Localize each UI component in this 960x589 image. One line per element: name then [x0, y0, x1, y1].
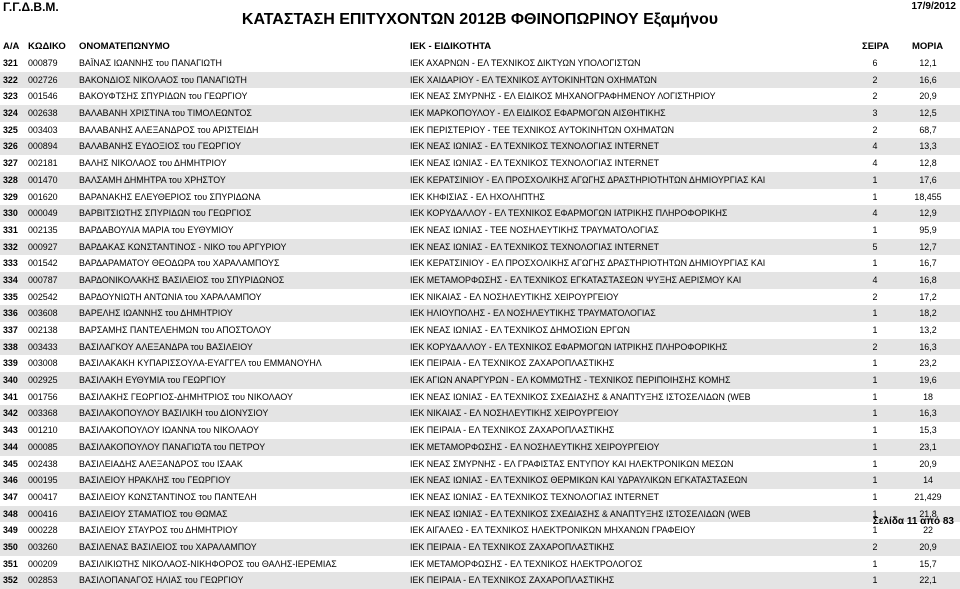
cell-seira: 2 — [872, 541, 878, 552]
cell-code: 003008 — [28, 358, 58, 369]
cell-aa: 337 — [3, 325, 18, 335]
report-date: 17/9/2012 — [911, 1, 956, 12]
cell-moria: 14 — [923, 475, 933, 486]
cell-iek: ΙΕΚ ΑΙΓΑΛΕΩ - ΕΛ ΤΕΧΝΙΚΟΣ ΗΛΕΚΤΡΟΝΙΚΩΝ ΜΗΧΑΝΩΝ ΓΡΑΦΕΙΟΥ — [410, 525, 696, 536]
page-title: ΚΑΤΑΣΤΑΣΗ ΕΠΙΤΥΧΟΝΤΩΝ 2012Β ΦΘΙΝΟΠΩΡΙΝΟΥ Εξαμήνου — [241, 11, 719, 28]
cell-code: 002853 — [28, 575, 58, 586]
cell-iek: ΙΕΚ ΠΕΙΡΑΙΑ - ΕΛ ΤΕΧΝΙΚΟΣ ΖΑΧΑΡΟΠΛΑΣΤΙΚΗΣ — [410, 358, 615, 369]
cell-iek: ΙΕΚ ΜΕΤΑΜΟΡΦΩΣΗΣ - ΕΛ ΝΟΣΗΛΕΥΤΙΚΗΣ ΧΕΙΡΟΥΡΓΕΙΟΥ — [410, 441, 660, 452]
cell-moria: 15,3 — [919, 425, 937, 436]
cell-iek: ΙΕΚ ΜΑΡΚΟΠΟΥΛΟΥ - ΕΛ ΕΙΔΙΚΟΣ ΕΦΑΡΜΟΓΩΝ ΑΙΣΘΗΤΙΚΗΣ — [410, 108, 666, 119]
cell-aa: 345 — [3, 458, 18, 469]
cell-moria: 18,455 — [914, 191, 942, 202]
cell-moria: 16,7 — [919, 258, 937, 269]
cell-name: ΒΑΡΣΑΜΗΣ ΠΑΝΤΕΛΕΗΜΩΝ του ΑΠΟΣΤΟΛΟΥ — [79, 325, 272, 335]
cell-moria: 17,6 — [919, 174, 937, 185]
cell-seira: 1 — [872, 491, 878, 502]
table-row — [0, 272, 960, 289]
cell-seira: 5 — [872, 241, 878, 252]
cell-moria: 16,3 — [919, 341, 937, 352]
cell-seira: 1 — [872, 425, 878, 436]
cell-name: ΒΑΛΑΒΑΝΗ ΧΡΙΣΤΙΝΑ του ΤΙΜΟΛΕΩΝΤΟΣ — [79, 108, 252, 119]
cell-seira: 1 — [872, 441, 878, 452]
table-row — [0, 355, 960, 372]
cell-iek: ΙΕΚ ΝΙΚΑΙΑΣ - ΕΛ ΝΟΣΗΛΕΥΤΙΚΗΣ ΧΕΙΡΟΥΡΓΕΙΟΥ — [410, 408, 619, 419]
cell-name: ΒΑΣΙΛΑΚΟΠΟΥΛΟΥ ΠΑΝΑΓΙΩΤΑ του ΠΕΤΡΟΥ — [79, 441, 266, 452]
cell-seira: 1 — [872, 575, 878, 586]
table-row — [0, 389, 960, 406]
cell-moria: 18 — [923, 391, 933, 402]
cell-seira: 1 — [872, 358, 878, 369]
table-row — [0, 105, 960, 122]
cell-code: 001756 — [28, 391, 58, 402]
cell-moria: 95,9 — [919, 224, 937, 235]
cell-iek: ΙΕΚ ΝΕΑΣ ΣΜΥΡΝΗΣ - ΕΛ ΕΙΔΙΚΟΣ ΜΗΧΑΝΟΓΡΑΦΗΜΕΝΟΥ ΛΟΓΙΣΤΗΡΙΟΥ — [410, 91, 716, 102]
column-header-name: ΟΝΟΜΑΤΕΠΩΝΥΜΟ — [79, 41, 170, 52]
cell-name: ΒΑΡΔΑΒΟΥΛΙΑ ΜΑΡΙΑ του ΕΥΘΥΜΙΟΥ — [79, 224, 234, 235]
cell-aa: 336 — [3, 308, 18, 319]
cell-moria: 20,9 — [919, 458, 937, 469]
cell-aa: 323 — [3, 91, 18, 102]
table-row — [0, 189, 960, 206]
cell-moria: 68,7 — [919, 124, 937, 135]
table-row — [0, 456, 960, 473]
cell-moria: 12,1 — [919, 58, 937, 68]
cell-code: 002135 — [28, 224, 58, 235]
cell-aa: 328 — [3, 174, 18, 185]
table-row — [0, 255, 960, 272]
cell-aa: 342 — [3, 408, 18, 419]
cell-seira: 2 — [872, 341, 878, 352]
cell-iek: ΙΕΚ ΝΙΚΑΙΑΣ - ΕΛ ΝΟΣΗΛΕΥΤΙΚΗΣ ΧΕΙΡΟΥΡΓΕΙΟΥ — [410, 291, 619, 302]
cell-aa: 340 — [3, 375, 18, 386]
cell-iek: ΙΕΚ ΝΕΑΣ ΙΩΝΙΑΣ - ΕΛ ΤΕΧΝΙΚΟΣ ΘΕΡΜΙΚΩΝ ΚΑΙ ΥΔΡΑΥΛΙΚΩΝ ΕΓΚΑΤΑΣΤΑΣΕΩΝ — [410, 475, 748, 486]
cell-aa: 332 — [3, 241, 18, 252]
cell-iek: ΙΕΚ ΑΧΑΡΝΩΝ - ΕΛ ΤΕΧΝΙΚΟΣ ΔΙΚΤΥΩΝ ΥΠΟΛΟΓΙΣΤΩΝ — [410, 58, 641, 68]
cell-code: 000228 — [28, 525, 58, 536]
cell-aa: 344 — [3, 441, 18, 452]
cell-name: ΒΑΡΑΝΑΚΗΣ ΕΛΕΥΘΕΡΙΟΣ του ΣΠΥΡΙΔΩΝΑ — [79, 191, 261, 202]
cell-seira: 2 — [872, 91, 878, 102]
column-header-moria: ΜΟΡΙΑ — [912, 41, 944, 52]
cell-name: ΒΑΛΑΒΑΝΗΣ ΑΛΕΞΑΝΔΡΟΣ του ΑΡΙΣΤΕΙΔΗ — [79, 124, 259, 135]
cell-iek: ΙΕΚ ΚΕΡΑΤΣΙΝΙΟΥ - ΕΛ ΠΡΟΣΧΟΛΙΚΗΣ ΑΓΩΓΗΣ ΔΡΑΣΤΗΡΙΟΤΗΤΩΝ ΔΗΜΙΟΥΡΓΙΑΣ ΚΑΙ — [410, 258, 766, 269]
cell-name: ΒΑΣΙΛΟΠΑΝΑΓΟΣ ΗΛΙΑΣ του ΓΕΩΡΓΙΟΥ — [79, 575, 244, 586]
table-row — [0, 372, 960, 389]
column-header-seira: ΣΕΙΡΑ — [862, 41, 890, 52]
cell-moria: 16,6 — [919, 74, 937, 85]
cell-code: 000049 — [28, 208, 58, 219]
column-header-code: ΚΩΔΙΚΟ — [28, 41, 66, 52]
cell-seira: 4 — [872, 208, 878, 219]
cell-code: 003368 — [28, 408, 58, 419]
cell-aa: 347 — [3, 491, 18, 502]
cell-aa: 333 — [3, 258, 18, 269]
results-table — [0, 55, 960, 589]
cell-name: ΒΑΣΙΛΑΚΟΠΟΥΛΟΥ ΒΑΣΙΛΙΚΗ του ΔΙΟΝΥΣΙΟΥ — [79, 408, 269, 419]
cell-aa: 348 — [3, 508, 18, 519]
table-row — [0, 322, 960, 339]
cell-name: ΒΑΣΙΛΑΚΟΠΟΥΛΟΥ ΙΩΑΝΝΑ του ΝΙΚΟΛΑΟΥ — [79, 425, 259, 436]
cell-aa: 343 — [3, 425, 18, 436]
cell-iek: ΙΕΚ ΝΕΑΣ ΙΩΝΙΑΣ - ΤΕΕ ΝΟΣΗΛΕΥΤΙΚΗΣ ΤΡΑΥΜΑΤΟΛΟΓΙΑΣ — [410, 224, 659, 235]
cell-moria: 12,5 — [919, 108, 937, 119]
cell-seira: 1 — [872, 191, 878, 202]
cell-code: 000085 — [28, 441, 58, 452]
column-header-iek: ΙΕΚ - ΕΙΔΙΚΟΤΗΤΑ — [410, 41, 492, 52]
cell-moria: 12,9 — [919, 208, 937, 219]
cell-name: ΒΑΪΝΑΣ ΙΩΑΝΝΗΣ του ΠΑΝΑΓΙΩΤΗ — [79, 58, 222, 68]
cell-aa: 341 — [3, 391, 18, 402]
table-header — [0, 41, 960, 55]
page-number: Σελίδα 11 από 83 — [872, 516, 954, 527]
cell-seira: 1 — [872, 375, 878, 386]
cell-iek: ΙΕΚ ΠΕΙΡΑΙΑ - ΕΛ ΤΕΧΝΙΚΟΣ ΖΑΧΑΡΟΠΛΑΣΤΙΚΗΣ — [410, 575, 615, 586]
cell-aa: 346 — [3, 475, 18, 486]
cell-name: ΒΑΚΟΥΦΤΣΗΣ ΣΠΥΡΙΔΩΝ του ΓΕΩΡΓΙΟΥ — [79, 91, 248, 102]
table-row — [0, 289, 960, 306]
table-row — [0, 422, 960, 439]
cell-moria: 19,6 — [919, 375, 937, 386]
cell-iek: ΙΕΚ ΝΕΑΣ ΙΩΝΙΑΣ - ΕΛ ΤΕΧΝΙΚΟΣ ΤΕΧΝΟΛΟΓΙΑΣ INTERNET — [410, 241, 660, 252]
cell-iek: ΙΕΚ ΠΕΙΡΑΙΑ - ΕΛ ΤΕΧΝΙΚΟΣ ΖΑΧΑΡΟΠΛΑΣΤΙΚΗΣ — [410, 425, 615, 436]
cell-moria: 12,8 — [919, 158, 937, 169]
cell-iek: ΙΕΚ ΠΕΡΙΣΤΕΡΙΟΥ - ΤΕΕ ΤΕΧΝΙΚΟΣ ΑΥΤΟΚΙΝΗΤΩΝ ΟΧΗΜΑΤΩΝ — [410, 124, 675, 135]
cell-code: 001546 — [28, 91, 58, 102]
cell-iek: ΙΕΚ ΝΕΑΣ ΙΩΝΙΑΣ - ΕΛ ΤΕΧΝΙΚΟΣ ΣΧΕΔΙΑΣΗΣ & ΑΝΑΠΤΥΞΗΣ ΙΣΤΟΣΕΛΙΔΩΝ (WEB — [410, 391, 751, 402]
cell-aa: 325 — [3, 124, 18, 135]
cell-aa: 330 — [3, 208, 18, 219]
table-row — [0, 405, 960, 422]
cell-seira: 1 — [872, 408, 878, 419]
table-row — [0, 522, 960, 539]
cell-name: ΒΑΛΗΣ ΝΙΚΟΛΑΟΣ του ΔΗΜΗΤΡΙΟΥ — [79, 158, 227, 169]
cell-seira: 1 — [872, 391, 878, 402]
cell-aa: 329 — [3, 191, 18, 202]
cell-name: ΒΑΚΟΝΔΙΟΣ ΝΙΚΟΛΑΟΣ του ΠΑΝΑΓΙΩΤΗ — [79, 74, 247, 85]
table-row — [0, 222, 960, 239]
cell-moria: 15,7 — [919, 558, 937, 569]
cell-code: 000416 — [28, 508, 58, 519]
cell-seira: 1 — [872, 458, 878, 469]
cell-moria: 13,2 — [919, 325, 937, 335]
cell-name: ΒΑΛΣΑΜΗ ΔΗΜΗΤΡΑ του ΧΡΗΣΤΟΥ — [79, 174, 226, 185]
cell-iek: ΙΕΚ ΗΛΙΟΥΠΟΛΗΣ - ΕΛ ΝΟΣΗΛΕΥΤΙΚΗΣ ΤΡΑΥΜΑΤΟΛΟΓΙΑΣ — [410, 308, 656, 319]
cell-iek: ΙΕΚ ΑΓΙΩΝ ΑΝΑΡΓΥΡΩΝ - ΕΛ ΚΟΜΜΩΤΗΣ - ΤΕΧΝΙΚΟΣ ΠΕΡΙΠΟΙΗΣΗΣ ΚΟΜΗΣ — [410, 375, 731, 386]
cell-code: 002925 — [28, 375, 58, 386]
cell-moria: 22,1 — [919, 575, 937, 586]
table-row — [0, 72, 960, 89]
table-row — [0, 55, 960, 72]
cell-aa: 339 — [3, 358, 18, 369]
cell-code: 002438 — [28, 458, 58, 469]
cell-code: 002726 — [28, 74, 58, 85]
cell-moria: 16,3 — [919, 408, 937, 419]
cell-aa: 331 — [3, 224, 18, 235]
cell-seira: 4 — [872, 141, 878, 152]
cell-iek: ΙΕΚ ΝΕΑΣ ΙΩΝΙΑΣ - ΕΛ ΤΕΧΝΙΚΟΣ ΣΧΕΔΙΑΣΗΣ & ΑΝΑΠΤΥΞΗΣ ΙΣΤΟΣΕΛΙΔΩΝ (WEB — [410, 508, 751, 519]
cell-code: 002181 — [28, 158, 58, 169]
cell-code: 000927 — [28, 241, 58, 252]
cell-moria: 16,8 — [919, 274, 937, 285]
cell-moria: 23,2 — [919, 358, 937, 369]
cell-code: 000879 — [28, 58, 58, 68]
table-row — [0, 439, 960, 456]
table-row — [0, 122, 960, 139]
cell-code: 001210 — [28, 425, 58, 436]
cell-code: 002638 — [28, 108, 58, 119]
cell-aa: 351 — [3, 558, 18, 569]
cell-name: ΒΑΣΙΛΕΙΟΥ ΚΩΝΣΤΑΝΤΙΝΟΣ του ΠΑΝΤΕΛΗ — [79, 491, 257, 502]
cell-seira: 1 — [872, 558, 878, 569]
cell-moria: 18,2 — [919, 308, 937, 319]
cell-code: 001470 — [28, 174, 58, 185]
cell-iek: ΙΕΚ ΧΑΙΔΑΡΙΟΥ - ΕΛ ΤΕΧΝΙΚΟΣ ΑΥΤΟΚΙΝΗΤΩΝ ΟΧΗΜΑΤΩΝ — [410, 74, 657, 85]
cell-aa: 321 — [3, 58, 18, 68]
cell-name: ΒΑΛΑΒΑΝΗΣ ΕΥΔΟΞΙΟΣ του ΓΕΩΡΓΙΟΥ — [79, 141, 242, 152]
cell-name: ΒΑΡΔΟΝΙΚΟΛΑΚΗΣ ΒΑΣΙΛΕΙΟΣ του ΣΠΥΡΙΔΩΝΟΣ — [79, 274, 285, 285]
cell-code: 002138 — [28, 325, 58, 335]
cell-seira: 4 — [872, 158, 878, 169]
cell-code: 000195 — [28, 475, 58, 486]
cell-name: ΒΑΣΙΛΕΙΟΥ ΣΤΑΜΑΤΙΟΣ του ΘΩΜΑΣ — [79, 508, 228, 519]
cell-name: ΒΑΣΙΛΑΚΑΚΗ ΚΥΠΑΡΙΣΣΟΥΛΑ-ΕΥΑΓΓΕΛ του ΕΜΜΑΝΟΥΗΛ — [79, 358, 322, 369]
cell-moria: 21,8 — [919, 508, 937, 519]
cell-seira: 1 — [872, 475, 878, 486]
cell-aa: 352 — [3, 575, 18, 586]
cell-code: 003433 — [28, 341, 58, 352]
cell-moria: 12,7 — [919, 241, 937, 252]
cell-seira: 1 — [872, 224, 878, 235]
table-row — [0, 539, 960, 556]
cell-seira: 1 — [872, 325, 878, 335]
table-row — [0, 172, 960, 189]
cell-iek: ΙΕΚ ΜΕΤΑΜΟΡΦΩΣΗΣ - ΕΛ ΤΕΧΝΙΚΟΣ ΗΛΕΚΤΡΟΛΟΓΟΣ — [410, 558, 643, 569]
cell-seira: 1 — [872, 258, 878, 269]
cell-name: ΒΑΡΕΛΗΣ ΙΩΑΝΝΗΣ του ΔΗΜΗΤΡΙΟΥ — [79, 308, 233, 319]
cell-aa: 326 — [3, 141, 18, 152]
cell-name: ΒΑΡΔΑΚΑΣ ΚΩΝΣΤΑΝΤΙΝΟΣ - ΝΙΚΟ του ΑΡΓΥΡΙΟΥ — [79, 241, 287, 252]
table-row — [0, 155, 960, 172]
cell-name: ΒΑΡΔΟΥΝΙΩΤΗ ΑΝΤΩΝΙΑ του ΧΑΡΑΛΑΜΠΟΥ — [79, 291, 262, 302]
cell-name: ΒΑΣΙΛΑΚΗΣ ΓΕΩΡΓΙΟΣ-ΔΗΜΗΤΡΙΟΣ του ΝΙΚΟΛΑΟΥ — [79, 391, 293, 402]
cell-code: 000209 — [28, 558, 58, 569]
column-header-aa: Α/Α — [3, 41, 20, 52]
cell-moria: 22 — [923, 525, 933, 536]
cell-seira: 1 — [872, 174, 878, 185]
cell-aa: 338 — [3, 341, 18, 352]
cell-iek: ΙΕΚ ΚΕΡΑΤΣΙΝΙΟΥ - ΕΛ ΠΡΟΣΧΟΛΙΚΗΣ ΑΓΩΓΗΣ ΔΡΑΣΤΗΡΙΟΤΗΤΩΝ ΔΗΜΙΟΥΡΓΙΑΣ ΚΑΙ — [410, 174, 766, 185]
table-row — [0, 138, 960, 155]
cell-name: ΒΑΣΙΛΙΚΙΩΤΗΣ ΝΙΚΟΛΑΟΣ-ΝΙΚΗΦΟΡΟΣ του ΘΑΛΗΣ-ΙΕΡΕΜΙΑΣ — [79, 558, 337, 569]
cell-moria: 20,9 — [919, 541, 937, 552]
cell-iek: ΙΕΚ ΝΕΑΣ ΣΜΥΡΝΗΣ - ΕΛ ΓΡΑΦΙΣΤΑΣ ΕΝΤΥΠΟΥ ΚΑΙ ΗΛΕΚΤΡΟΝΙΚΩΝ ΜΕΣΩΝ — [410, 458, 734, 469]
cell-code: 002542 — [28, 291, 58, 302]
cell-seira: 4 — [872, 274, 878, 285]
cell-name: ΒΑΣΙΛΕΙΟΥ ΗΡΑΚΛΗΣ του ΓΕΩΡΓΙΟΥ — [79, 475, 231, 486]
cell-aa: 350 — [3, 541, 18, 552]
cell-iek: ΙΕΚ ΚΟΡΥΔΑΛΛΟΥ - ΕΛ ΤΕΧΝΙΚΟΣ ΕΦΑΡΜΟΓΩΝ ΙΑΤΡΙΚΗΣ ΠΛΗΡΟΦΟΡΙΚΗΣ — [410, 341, 728, 352]
cell-moria: 20,9 — [919, 91, 937, 102]
table-row — [0, 472, 960, 489]
cell-iek: ΙΕΚ ΝΕΑΣ ΙΩΝΙΑΣ - ΕΛ ΤΕΧΝΙΚΟΣ ΤΕΧΝΟΛΟΓΙΑΣ INTERNET — [410, 491, 660, 502]
cell-name: ΒΑΡΒΙΤΣΙΩΤΗΣ ΣΠΥΡΙΔΩΝ του ΓΕΩΡΓΙΟΣ — [79, 208, 252, 219]
table-row — [0, 506, 960, 523]
cell-seira: 2 — [872, 74, 878, 85]
cell-name: ΒΑΡΔΑΡΑΜΑΤΟΥ ΘΕΟΔΩΡΑ του ΧΑΡΑΛΑΜΠΟΥΣ — [79, 258, 280, 269]
cell-name: ΒΑΣΙΛΕΝΑΣ ΒΑΣΙΛΕΙΟΣ του ΧΑΡΑΛΑΜΠΟΥ — [79, 541, 257, 552]
cell-code: 001542 — [28, 258, 58, 269]
cell-iek: ΙΕΚ ΝΕΑΣ ΙΩΝΙΑΣ - ΕΛ ΤΕΧΝΙΚΟΣ ΤΕΧΝΟΛΟΓΙΑΣ INTERNET — [410, 141, 660, 152]
table-row — [0, 572, 960, 589]
cell-seira: 6 — [872, 58, 878, 68]
cell-iek: ΙΕΚ ΜΕΤΑΜΟΡΦΩΣΗΣ - ΕΛ ΤΕΧΝΙΚΟΣ ΕΓΚΑΤΑΣΤΑΣΕΩΝ ΨΥΞΗΣ ΑΕΡΙΣΜΟΥ ΚΑΙ — [410, 274, 742, 285]
cell-aa: 349 — [3, 525, 18, 536]
table-row — [0, 489, 960, 506]
cell-name: ΒΑΣΙΛΑΓΚΟΥ ΑΛΕΞΑΝΔΡΑ του ΒΑΣΙΛΕΙΟΥ — [79, 341, 253, 352]
cell-iek: ΙΕΚ ΚΗΦΙΣΙΑΣ - ΕΛ ΗΧΟΛΗΠΤΗΣ — [410, 191, 545, 202]
cell-code: 003403 — [28, 124, 58, 135]
table-row — [0, 556, 960, 573]
cell-aa: 324 — [3, 108, 18, 119]
cell-aa: 327 — [3, 158, 18, 169]
cell-code: 001620 — [28, 191, 58, 202]
cell-code: 000417 — [28, 491, 58, 502]
cell-seira: 1 — [872, 508, 878, 519]
cell-seira: 2 — [872, 291, 878, 302]
table-row — [0, 339, 960, 356]
table-row — [0, 88, 960, 105]
cell-seira: 1 — [872, 525, 878, 536]
cell-seira: 3 — [872, 108, 878, 119]
table-row — [0, 239, 960, 256]
table-row — [0, 305, 960, 322]
cell-aa: 335 — [3, 291, 18, 302]
cell-moria: 13,3 — [919, 141, 937, 152]
cell-code: 000894 — [28, 141, 58, 152]
cell-moria: 21,429 — [914, 491, 942, 502]
cell-code: 000787 — [28, 274, 58, 285]
cell-moria: 23,1 — [919, 441, 937, 452]
cell-name: ΒΑΣΙΛΕΙΑΔΗΣ ΑΛΕΞΑΝΔΡΟΣ του ΙΣΑΑΚ — [79, 458, 243, 469]
cell-moria: 17,2 — [919, 291, 937, 302]
cell-seira: 1 — [872, 308, 878, 319]
cell-iek: ΙΕΚ ΠΕΙΡΑΙΑ - ΕΛ ΤΕΧΝΙΚΟΣ ΖΑΧΑΡΟΠΛΑΣΤΙΚΗΣ — [410, 541, 615, 552]
cell-aa: 334 — [3, 274, 18, 285]
table-row — [0, 205, 960, 222]
cell-aa: 322 — [3, 74, 18, 85]
cell-iek: ΙΕΚ ΝΕΑΣ ΙΩΝΙΑΣ - ΕΛ ΤΕΧΝΙΚΟΣ ΤΕΧΝΟΛΟΓΙΑΣ INTERNET — [410, 158, 660, 169]
cell-iek: ΙΕΚ ΝΕΑΣ ΙΩΝΙΑΣ - ΕΛ ΤΕΧΝΙΚΟΣ ΔΗΜΟΣΙΩΝ ΕΡΓΩΝ — [410, 325, 630, 335]
organization-label: Γ.Γ.Δ.Β.Μ. — [3, 0, 59, 14]
cell-seira: 2 — [872, 124, 878, 135]
cell-iek: ΙΕΚ ΚΟΡΥΔΑΛΛΟΥ - ΕΛ ΤΕΧΝΙΚΟΣ ΕΦΑΡΜΟΓΩΝ ΙΑΤΡΙΚΗΣ ΠΛΗΡΟΦΟΡΙΚΗΣ — [410, 208, 728, 219]
cell-name: ΒΑΣΙΛΕΙΟΥ ΣΤΑΥΡΟΣ του ΔΗΜΗΤΡΙΟΥ — [79, 525, 238, 536]
cell-name: ΒΑΣΙΛΑΚΗ ΕΥΘΥΜΙΑ του ΓΕΩΡΓΙΟΥ — [79, 375, 226, 386]
cell-code: 003260 — [28, 541, 58, 552]
cell-code: 003608 — [28, 308, 58, 319]
